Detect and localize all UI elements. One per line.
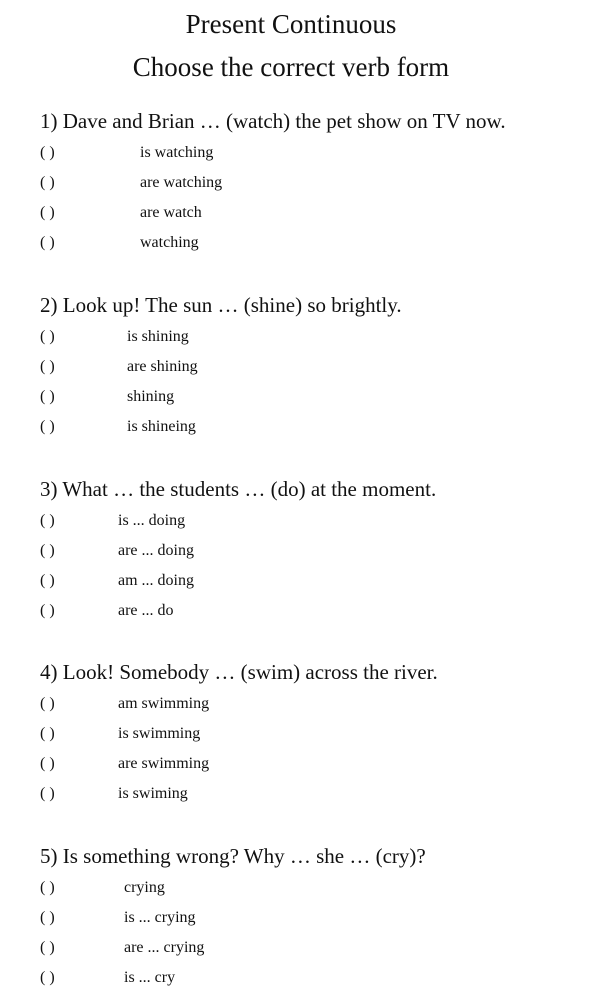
question-4-option-2[interactable] xyxy=(0,724,600,746)
radio-button[interactable]: ( ) xyxy=(40,572,55,589)
radio-button[interactable]: ( ) xyxy=(40,542,55,559)
question-2-option-2[interactable] xyxy=(0,357,600,379)
option-label: is ... crying xyxy=(124,909,196,926)
question-1-option-3[interactable] xyxy=(0,203,600,225)
option-label: is shining xyxy=(127,328,189,345)
option-label: is watching xyxy=(140,144,214,161)
radio-button[interactable]: ( ) xyxy=(40,785,55,802)
question-5-option-4[interactable] xyxy=(0,968,600,990)
question-2-text: 2) Look up! The sun … (shine) so brightly. xyxy=(40,293,402,317)
radio-button[interactable]: ( ) xyxy=(40,512,55,529)
option-label: watching xyxy=(140,234,199,251)
question-5-text: 5) Is something wrong? Why … she … (cry)? xyxy=(40,844,426,868)
radio-button[interactable]: ( ) xyxy=(40,879,55,896)
radio-button[interactable]: ( ) xyxy=(40,602,55,619)
option-label: crying xyxy=(124,879,165,896)
question-5-option-3[interactable] xyxy=(0,938,600,960)
question-2-option-3[interactable] xyxy=(0,387,600,409)
question-1-option-1[interactable] xyxy=(0,143,600,165)
radio-button[interactable]: ( ) xyxy=(40,418,55,435)
radio-button[interactable]: ( ) xyxy=(40,358,55,375)
question-3-option-2[interactable] xyxy=(0,541,600,563)
question-4-text: 4) Look! Somebody … (swim) across the river. xyxy=(40,660,438,684)
page-title: Present Continuous xyxy=(185,9,397,39)
option-label: are watching xyxy=(140,174,223,191)
option-label: is ... cry xyxy=(124,969,176,986)
radio-button[interactable]: ( ) xyxy=(40,939,55,956)
option-label: am ... doing xyxy=(118,572,194,589)
option-label: shining xyxy=(127,388,175,405)
question-2-option-4[interactable] xyxy=(0,417,600,439)
option-label: are watch xyxy=(140,204,202,221)
question-4-option-3[interactable] xyxy=(0,754,600,776)
question-3-text: 3) What … the students … (do) at the moment. xyxy=(40,477,437,501)
option-label: am swimming xyxy=(118,695,210,712)
page-subtitle: Choose the correct verb form xyxy=(132,52,450,82)
option-label: are swimming xyxy=(118,755,210,772)
question-3-option-3[interactable] xyxy=(0,571,600,593)
radio-button[interactable]: ( ) xyxy=(40,174,55,191)
radio-button[interactable]: ( ) xyxy=(40,204,55,221)
question-1-option-4[interactable] xyxy=(0,233,600,255)
radio-button[interactable]: ( ) xyxy=(40,909,55,926)
option-label: are ... crying xyxy=(124,939,205,956)
question-1-text: 1) Dave and Brian … (watch) the pet show on TV now. xyxy=(40,109,506,133)
option-label: are ... doing xyxy=(118,542,194,559)
radio-button[interactable]: ( ) xyxy=(40,755,55,772)
radio-button[interactable]: ( ) xyxy=(40,969,55,986)
option-label: is swimming xyxy=(118,725,201,742)
option-label: is swiming xyxy=(118,785,188,802)
question-4-option-4[interactable] xyxy=(0,784,600,806)
radio-button[interactable]: ( ) xyxy=(40,725,55,742)
option-label: is shineing xyxy=(127,418,196,435)
question-1-option-2[interactable] xyxy=(0,173,600,195)
radio-button[interactable]: ( ) xyxy=(40,144,55,161)
radio-button[interactable]: ( ) xyxy=(40,388,55,405)
question-4-option-1[interactable] xyxy=(0,694,600,716)
option-label: is ... doing xyxy=(118,512,186,529)
question-5-option-1[interactable] xyxy=(0,878,600,900)
question-5-option-2[interactable] xyxy=(0,908,600,930)
question-3-option-1[interactable] xyxy=(0,511,600,533)
radio-button[interactable]: ( ) xyxy=(40,234,55,251)
option-label: are shining xyxy=(127,358,198,375)
radio-button[interactable]: ( ) xyxy=(40,695,55,712)
option-label: are ... do xyxy=(118,602,174,619)
radio-button[interactable]: ( ) xyxy=(40,328,55,345)
question-3-option-4[interactable] xyxy=(0,601,600,623)
question-2-option-1[interactable] xyxy=(0,327,600,349)
